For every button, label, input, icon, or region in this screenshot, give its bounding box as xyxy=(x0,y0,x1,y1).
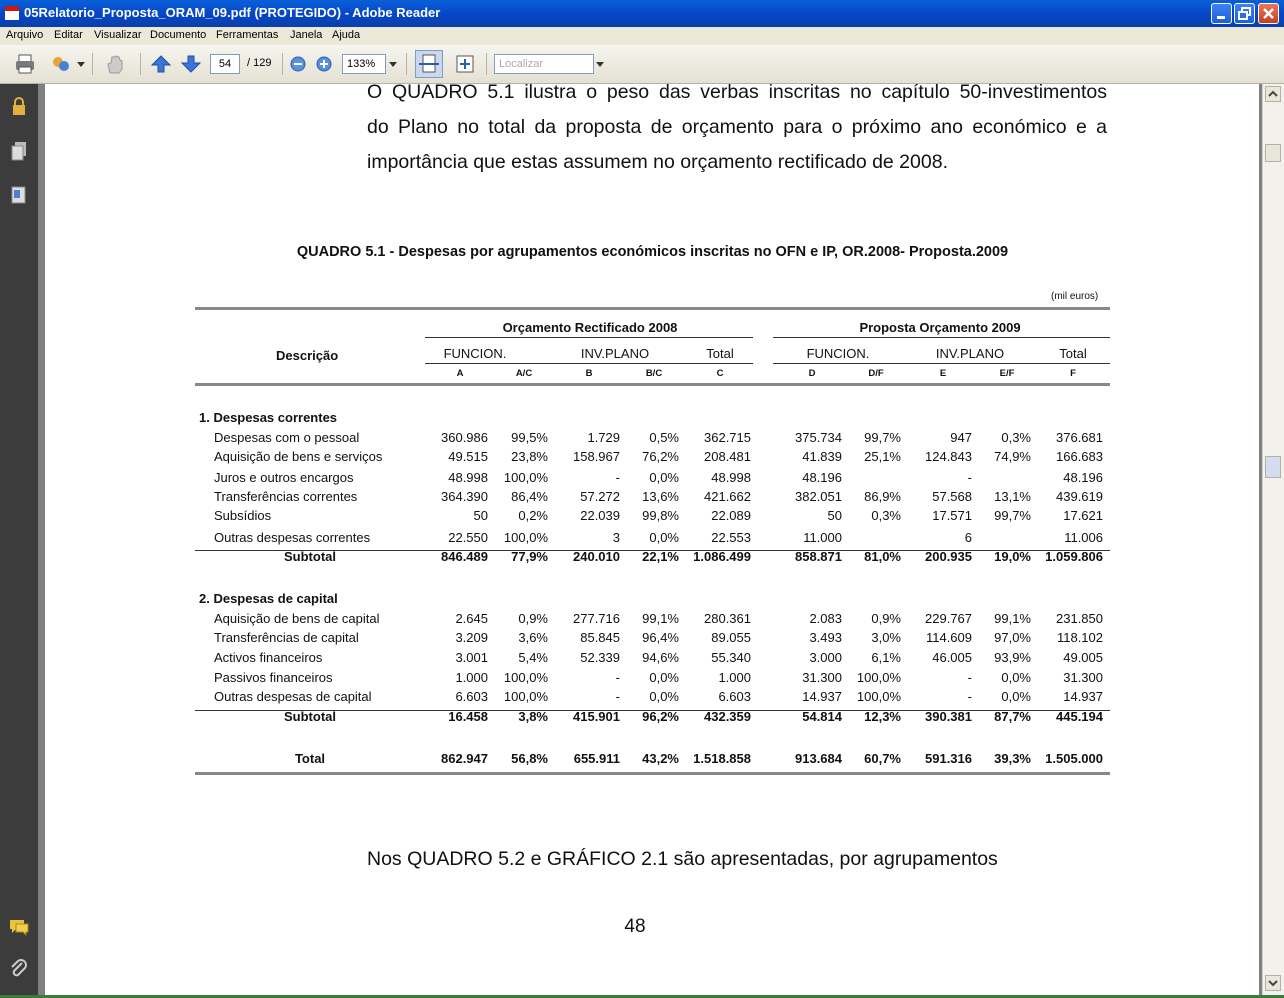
table-cell: - xyxy=(615,689,620,704)
col-letter: D/F xyxy=(868,368,884,379)
table-cell: - xyxy=(615,470,620,485)
table-cell: 0,0% xyxy=(649,470,679,485)
row-label: Juros e outros encargos xyxy=(214,470,354,485)
header-funcion-2008: FUNCION. xyxy=(443,346,507,361)
table-cell: - xyxy=(967,670,972,685)
col-letter: F xyxy=(1070,368,1076,379)
table-cell: 240.010 xyxy=(573,549,620,564)
table-cell: 280.361 xyxy=(704,611,751,626)
table-cell: 375.734 xyxy=(795,430,842,445)
table-cell: 415.901 xyxy=(573,709,620,724)
table-cell: 858.871 xyxy=(795,549,842,564)
table-cell: 0,9% xyxy=(518,611,548,626)
section2-title: 2. Despesas de capital xyxy=(199,591,338,606)
chevron-down-icon[interactable] xyxy=(596,62,604,68)
table-cell: 166.683 xyxy=(1056,449,1103,464)
document-page xyxy=(45,84,1259,995)
menu-bar xyxy=(0,27,1284,45)
table-cell: 14.937 xyxy=(1063,689,1103,704)
table-cell: 50 xyxy=(827,508,842,523)
table-cell: 100,0% xyxy=(503,670,548,685)
table-cell: 57.568 xyxy=(932,489,972,504)
table-cell: 22.089 xyxy=(711,508,751,523)
minimize-icon xyxy=(1212,4,1231,23)
header-invplano-2008: INV.PLANO xyxy=(580,346,650,361)
fit-width-icon xyxy=(416,51,442,77)
row-label: Aquisição de bens e serviços xyxy=(214,449,383,464)
table-cell: 0,0% xyxy=(1001,689,1031,704)
table-cell: 25,1% xyxy=(864,449,901,464)
table-cell: 23,8% xyxy=(511,449,548,464)
table-cell: 100,0% xyxy=(856,670,901,685)
section1-title: 1. Despesas correntes xyxy=(199,410,338,425)
table-cell: 100,0% xyxy=(856,689,901,704)
table-cell: 50 xyxy=(473,508,488,523)
row-label: Aquisição de bens de capital xyxy=(214,611,380,626)
table-cell: 118.102 xyxy=(1056,630,1103,645)
toolbar-separator xyxy=(140,53,141,75)
table-cell: 1.505.000 xyxy=(1045,751,1103,766)
table-cell: 3,0% xyxy=(871,630,901,645)
table-cell: 0,0% xyxy=(649,689,679,704)
table-cell: 5,4% xyxy=(518,650,548,665)
table-cell: 1.059.806 xyxy=(1045,549,1103,564)
table-cell: 3 xyxy=(612,530,620,545)
table-cell: 74,9% xyxy=(994,449,1031,464)
page-number: 48 xyxy=(624,916,646,937)
close-icon xyxy=(1259,4,1278,23)
table-cell: 0,5% xyxy=(649,430,679,445)
table-cell: 6.603 xyxy=(455,689,488,704)
table-cell: 96,2% xyxy=(642,709,679,724)
row-label: Outras despesas de capital xyxy=(214,689,372,704)
comments-icon[interactable] xyxy=(8,916,30,938)
restore-button[interactable] xyxy=(1234,3,1255,24)
table-cell: 277.716 xyxy=(573,611,620,626)
table-cell: 231.850 xyxy=(1056,611,1103,626)
group-header-2009: Proposta Orçamento 2009 xyxy=(859,320,1021,335)
toolbar-separator xyxy=(486,53,487,75)
table-cell: 100,0% xyxy=(503,689,548,704)
col-letter: A/C xyxy=(515,368,533,379)
menu-visualizar[interactable]: Visualizar xyxy=(94,29,142,41)
row-label: Passivos financeiros xyxy=(214,670,333,685)
table-cell: 100,0% xyxy=(503,470,548,485)
table-cell: 22.550 xyxy=(448,530,488,545)
header-descricao: Descrição xyxy=(276,348,339,363)
table-cell: 99,1% xyxy=(994,611,1031,626)
table-cell: 12,3% xyxy=(864,709,901,724)
table-cell: 99,5% xyxy=(511,430,548,445)
table-cell: 0,2% xyxy=(518,508,548,523)
col-letter: B/C xyxy=(645,368,663,379)
col-letter: E/F xyxy=(999,368,1015,379)
table-cell: 1.000 xyxy=(455,670,488,685)
table-cell: 48.196 xyxy=(802,470,842,485)
row-label: Outras despesas correntes xyxy=(214,530,371,545)
attachment-icon[interactable] xyxy=(8,958,30,980)
table-cell: 85.845 xyxy=(580,630,620,645)
navigation-panel xyxy=(0,84,38,995)
window-title: 05Relatorio_Proposta_ORAM_09.pdf (PROTEGIDO) - Adobe Reader xyxy=(24,5,441,20)
table-cell: 655.911 xyxy=(573,751,620,766)
row-label: Total xyxy=(294,751,326,766)
table-top-rule xyxy=(195,307,1110,310)
table-cell: 364.390 xyxy=(441,489,488,504)
table-cell: 913.684 xyxy=(795,751,842,766)
zoom-out-icon[interactable] xyxy=(290,56,306,72)
table-cell: 124.843 xyxy=(925,449,972,464)
toolbar-separator xyxy=(282,53,283,75)
table-cell: 99,1% xyxy=(642,611,679,626)
header-invplano-2009: INV.PLANO xyxy=(935,346,1005,361)
table-cell: 52.339 xyxy=(580,650,620,665)
table-cell: 89.055 xyxy=(711,630,751,645)
table-cell: 0,3% xyxy=(1001,430,1031,445)
table-cell: 362.715 xyxy=(704,430,751,445)
bottom-paragraph: Nos QUADRO 5.2 e GRÁFICO 2.1 são apresentadas, por agrupamentos xyxy=(367,848,998,870)
table-cell: 200.935 xyxy=(925,549,972,564)
intro-line-1: O QUADRO 5.1 ilustra o peso das verbas inscritas no capítulo 50-investimentos xyxy=(367,84,1107,103)
table-cell: 3,6% xyxy=(518,630,548,645)
table-cell: 94,6% xyxy=(642,650,679,665)
search-input[interactable]: Localizar xyxy=(494,54,594,74)
chevron-down-icon[interactable] xyxy=(389,62,397,68)
scroll-up-button[interactable] xyxy=(1265,86,1281,102)
hand-tool-icon[interactable] xyxy=(104,53,126,75)
table-cell: 6,1% xyxy=(871,650,901,665)
previous-page-icon[interactable] xyxy=(150,53,172,75)
scroll-thumb[interactable] xyxy=(1265,456,1281,478)
table-cell: 229.767 xyxy=(925,611,972,626)
table-cell: 86,9% xyxy=(864,489,901,504)
col-letter: E xyxy=(939,368,947,379)
table-cell: 17.621 xyxy=(1063,508,1103,523)
table-cell: 31.300 xyxy=(1063,670,1103,685)
table-cell: 77,9% xyxy=(511,549,548,564)
table-cell: 208.481 xyxy=(704,449,751,464)
table-cell: 22,1% xyxy=(642,549,679,564)
table-cell: 11.006 xyxy=(1064,530,1103,545)
table-cell: 39,3% xyxy=(994,751,1031,766)
table-cell: 16.458 xyxy=(448,709,488,724)
col-letter: C xyxy=(716,368,724,379)
restore-icon xyxy=(1235,4,1254,23)
intro-line-2: do Plano no total da proposta de orçamento para o próximo ano económico e a xyxy=(367,116,1107,138)
unit-label: (mil euros) xyxy=(1051,291,1099,302)
minimize-button[interactable] xyxy=(1211,3,1232,24)
menu-documento[interactable]: Documento xyxy=(150,29,207,41)
table-cell: 56,8% xyxy=(511,751,548,766)
col-letter: A xyxy=(456,368,464,379)
lock-icon[interactable] xyxy=(8,96,30,118)
table-cell: 3.209 xyxy=(455,630,488,645)
col-letter: D xyxy=(808,368,816,379)
page-number-input[interactable]: 54 xyxy=(210,54,240,74)
table-cell: 17.571 xyxy=(932,508,972,523)
table-cell: 1.518.858 xyxy=(693,751,751,766)
table-cell: 3.000 xyxy=(809,650,842,665)
table-cell: - xyxy=(615,670,620,685)
table-cell: 114.609 xyxy=(925,630,972,645)
menu-janela[interactable]: Janela xyxy=(290,29,323,41)
table-cell: 2.083 xyxy=(809,611,842,626)
table-cell: 376.681 xyxy=(1056,430,1103,445)
table-cell: 591.316 xyxy=(925,751,972,766)
group-rule-2009 xyxy=(773,337,1110,338)
table-cell: 11.000 xyxy=(803,530,842,545)
chevron-down-icon[interactable] xyxy=(77,62,85,68)
table-cell: 55.340 xyxy=(711,650,751,665)
header-funcion-2009: FUNCION. xyxy=(806,346,870,361)
row-label: Transferências correntes xyxy=(214,489,358,504)
header-bottom-rule xyxy=(195,383,1110,386)
table-cell: - xyxy=(967,689,972,704)
table-cell: 3.493 xyxy=(809,630,842,645)
menu-editar[interactable]: Editar xyxy=(54,29,83,41)
table-cell: 46.005 xyxy=(932,650,972,665)
menu-ferramentas[interactable]: Ferramentas xyxy=(216,29,279,41)
subheader-rule-2009 xyxy=(773,363,1110,364)
table-cell: 87,7% xyxy=(994,709,1031,724)
row-label: Subtotal xyxy=(284,549,336,564)
table-cell: 846.489 xyxy=(441,549,488,564)
close-window-button[interactable] xyxy=(1258,3,1279,24)
bookmarks-icon[interactable] xyxy=(8,184,30,206)
table-cell: 99,7% xyxy=(994,508,1031,523)
fit-width-button[interactable] xyxy=(415,50,443,78)
table-cell: 13,1% xyxy=(994,489,1031,504)
col-letter: B xyxy=(585,368,593,379)
table-cell: 382.051 xyxy=(795,489,842,504)
row-label: Transferências de capital xyxy=(214,630,359,645)
next-page-icon[interactable] xyxy=(180,53,202,75)
group-header-2008: Orçamento Rectificado 2008 xyxy=(502,320,678,335)
table-cell: 2.645 xyxy=(455,611,488,626)
table-cell: 49.005 xyxy=(1063,650,1103,665)
table-cell: 22.039 xyxy=(580,508,620,523)
row-label: Subsídios xyxy=(214,508,272,523)
table-cell: 48.998 xyxy=(711,470,751,485)
table-cell: 54.814 xyxy=(802,709,842,724)
table-cell: 48.998 xyxy=(448,470,488,485)
table-cell: 93,9% xyxy=(994,650,1031,665)
table-cell: 360.986 xyxy=(441,430,488,445)
table-cell: 60,7% xyxy=(864,751,901,766)
table-cell: 3,8% xyxy=(518,709,548,724)
window-titlebar xyxy=(0,0,1284,27)
table-cell: 158.967 xyxy=(573,449,620,464)
menu-ajuda[interactable]: Ajuda xyxy=(332,29,361,41)
vertical-scrollbar[interactable] xyxy=(1262,84,1284,995)
pages-icon[interactable] xyxy=(8,140,30,162)
table-cell: 31.300 xyxy=(802,670,842,685)
table-cell: 43,2% xyxy=(642,751,679,766)
table-cell: 49.515 xyxy=(448,449,488,464)
table-cell: 1.729 xyxy=(587,430,620,445)
scroll-marker[interactable] xyxy=(1265,144,1281,162)
toolbar xyxy=(0,45,1284,84)
table-cell: 6.603 xyxy=(718,689,751,704)
table-cell: 13,6% xyxy=(642,489,679,504)
table-cell: 86,4% xyxy=(511,489,548,504)
table-cell: - xyxy=(967,470,972,485)
arrow-down-icon xyxy=(1266,976,1280,990)
table-cell: 76,2% xyxy=(642,449,679,464)
row-label: Subtotal xyxy=(284,709,336,724)
table-cell: 57.272 xyxy=(580,489,620,504)
table-cell: 445.194 xyxy=(1056,709,1103,724)
table-cell: 97,0% xyxy=(994,630,1031,645)
toolbar-separator xyxy=(406,53,407,75)
row-label: Despesas com o pessoal xyxy=(214,430,360,445)
table-cell: 1.086.499 xyxy=(693,549,751,564)
table-cell: 14.937 xyxy=(802,689,842,704)
table-cell: 48.196 xyxy=(1063,470,1103,485)
table-cell: 3.001 xyxy=(455,650,488,665)
table-cell: 19,0% xyxy=(994,549,1031,564)
table-cell: 421.662 xyxy=(704,489,751,504)
arrow-up-icon xyxy=(1266,87,1280,101)
table-cell: 390.381 xyxy=(925,709,972,724)
table-cell: 0,0% xyxy=(1001,670,1031,685)
table-cell: 99,8% xyxy=(642,508,679,523)
menu-arquivo[interactable]: Arquivo xyxy=(6,29,44,41)
table-cell: 100,0% xyxy=(503,530,548,545)
table-cell: 862.947 xyxy=(441,751,488,766)
table-cell: 0,0% xyxy=(649,670,679,685)
table-cell: 0,3% xyxy=(871,508,901,523)
table-bottom-rule xyxy=(195,772,1110,775)
toolbar-separator xyxy=(92,53,93,75)
table-cell: 81,0% xyxy=(864,549,901,564)
subheader-rule-2008 xyxy=(425,363,753,364)
print-icon[interactable] xyxy=(14,53,36,75)
quadro-title: QUADRO 5.1 - Despesas por agrupamentos económicos inscritas no OFN e IP, OR.2008- Proposta.2009 xyxy=(296,244,1009,260)
scroll-down-button[interactable] xyxy=(1265,975,1281,991)
table-cell: 0,9% xyxy=(871,611,901,626)
collaborate-icon[interactable] xyxy=(50,53,72,75)
header-total-2008: Total xyxy=(706,346,734,361)
table-cell: 22.553 xyxy=(711,530,751,545)
zoom-in-icon[interactable] xyxy=(316,56,332,72)
table-cell: 6 xyxy=(964,530,972,545)
table-cell: 0,0% xyxy=(649,530,679,545)
table-cell: 99,7% xyxy=(864,430,901,445)
row-label: Activos financeiros xyxy=(214,650,323,665)
table-cell: 947 xyxy=(950,430,972,445)
table-cell: 41.839 xyxy=(802,449,842,464)
fit-page-icon[interactable] xyxy=(454,53,476,75)
intro-line-3: importância que estas assumem no orçamento rectificado de 2008. xyxy=(367,151,948,173)
table-cell: 96,4% xyxy=(642,630,679,645)
table-cell: 439.619 xyxy=(1056,489,1103,504)
page-total: / 129 xyxy=(247,57,272,69)
pdf-app-icon xyxy=(4,5,20,21)
table-cell: 1.000 xyxy=(718,670,751,685)
group-rule-2008 xyxy=(425,337,753,338)
table-cell: 432.359 xyxy=(704,709,751,724)
zoom-select[interactable]: 133% xyxy=(342,54,386,74)
header-total-2009: Total xyxy=(1059,346,1087,361)
